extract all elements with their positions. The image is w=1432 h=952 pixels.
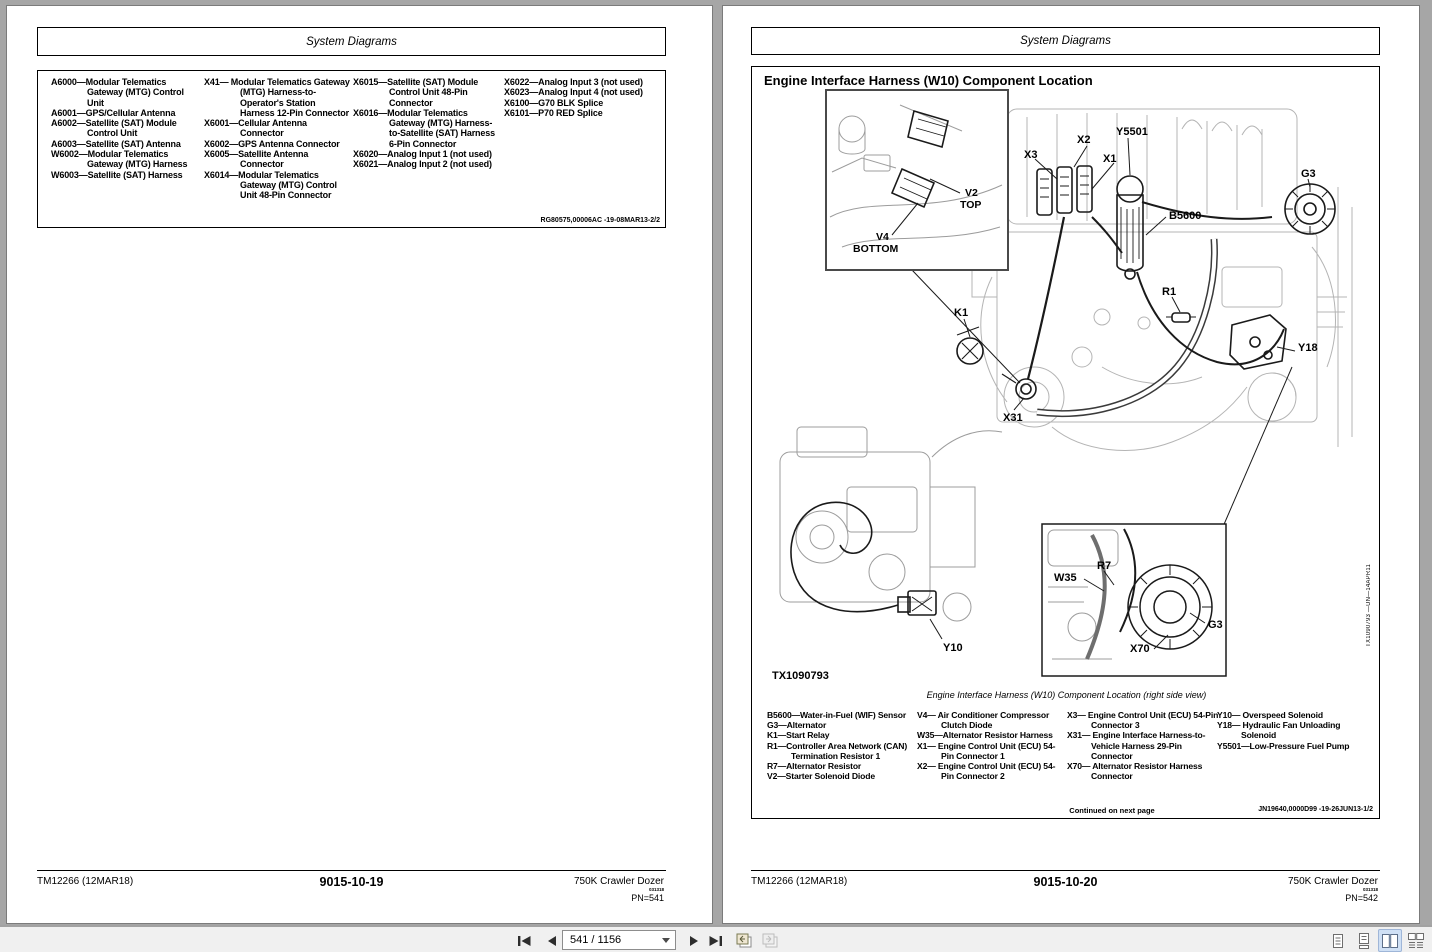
legend-entry: X6023—Analog Input 4 (not used) <box>504 87 643 98</box>
legend-entry: Y18— Hydraulic Fan Unloading Solenoid <box>1217 720 1341 741</box>
legend-entry: B5600—Water-in-Fuel (WIF) Sensor <box>767 710 907 720</box>
label-y5501: Y5501 <box>1116 126 1148 138</box>
legend-column-4 <box>504 77 662 118</box>
footer-stamp: 031318 <box>648 887 664 892</box>
legend-entry: X6100—G70 BLK Splice <box>504 97 604 108</box>
manual-page-right <box>722 5 1420 924</box>
legend-entry: X1— Engine Control Unit (ECU) 54-Pin Connector 1 <box>917 740 1056 761</box>
component-legend-box <box>37 70 666 228</box>
label-x70: X70 <box>1130 643 1150 655</box>
legend-entry: X6001—Cellular Antenna Connector <box>204 118 307 139</box>
figure-id: TX1090793 <box>772 670 829 682</box>
legend-entry: X31— Engine Interface Harness-to-Vehicle Harness 29-Pin Connector <box>1067 730 1206 761</box>
continuous-view-icon <box>1355 932 1373 950</box>
legend-column-1 <box>767 710 917 781</box>
figure-side-stamp: TX1090793 —UN—14APR11 <box>1366 564 1372 647</box>
label-v2: V2 <box>965 187 978 199</box>
label-x31: X31 <box>1003 412 1023 424</box>
legend-entry: R1—Controller Area Network (CAN) Termination Resistor 1 <box>767 740 908 761</box>
label-r7: R7 <box>1097 560 1112 572</box>
label-y18: Y18 <box>1298 342 1318 354</box>
chevron-down-icon <box>662 938 670 943</box>
two-page-view-icon <box>1381 932 1399 950</box>
book-view-button[interactable] <box>1404 929 1428 952</box>
legend-entry: A6000—Modular Telematics Gateway (MTG) Control Unit <box>51 77 184 108</box>
legend-column-2 <box>204 77 350 201</box>
label-r1: R1 <box>1162 286 1177 298</box>
footer-stamp: 031318 <box>1362 887 1378 892</box>
legend-entry: X6002—GPS Antenna Connector <box>204 138 340 149</box>
legend-entry: W6002—Modular Telematics Gateway (MTG) Harness <box>51 149 188 170</box>
legend-entry: A6003—Satellite (SAT) Antenna <box>51 138 181 149</box>
legend-entry: W6003—Satellite (SAT) Harness <box>51 169 183 180</box>
footer-model: 750K Crawler Dozer <box>1287 876 1378 887</box>
running-header-box <box>751 27 1380 55</box>
legend-entry: X6022—Analog Input 3 (not used) <box>504 77 643 87</box>
last-page-button[interactable] <box>703 930 727 951</box>
diagram-title: Engine Interface Harness (W10) Component Location <box>764 73 1093 88</box>
footer-model: 750K Crawler Dozer <box>573 876 664 887</box>
next-view-icon <box>761 933 778 948</box>
viewer-toolbar <box>0 925 1432 952</box>
previous-page-button[interactable] <box>540 930 564 951</box>
page-number-input[interactable] <box>562 930 676 950</box>
label-g3: G3 <box>1301 168 1316 180</box>
footer-page-code: 9015-10-19 <box>319 875 384 889</box>
continued-note: Continued on next page <box>1069 806 1155 815</box>
legend-entry: V2—Starter Solenoid Diode <box>767 771 875 782</box>
legend-entry: X6014—Modular Telematics Gateway (MTG) Control Unit 48-Pin Connector <box>204 169 337 201</box>
book-view-icon <box>1407 932 1425 950</box>
page-indicator: 541 / 1156 <box>570 934 622 946</box>
legend-entry: X6015—Satellite (SAT) Module Control Unit 48-Pin Connector <box>353 77 479 108</box>
footer-pn: PN=541 <box>631 893 664 903</box>
legend-entry: G3—Alternator <box>767 720 827 731</box>
label-w35: W35 <box>1054 572 1077 584</box>
footer-rule <box>751 870 1380 871</box>
legend-column-3 <box>1067 710 1219 781</box>
two-page-view-button[interactable] <box>1378 929 1402 952</box>
legend-column-4 <box>1217 710 1377 751</box>
legend-column-2 <box>917 710 1067 781</box>
label-x2: X2 <box>1077 134 1091 146</box>
legend-entry: X6021—Analog Input 2 (not used) <box>353 159 492 170</box>
legend-column-1 <box>51 77 191 180</box>
legend-entry: X6101—P70 RED Splice <box>504 107 603 118</box>
label-g3-inset: G3 <box>1208 619 1223 631</box>
first-page-icon <box>517 935 532 947</box>
figure-reference: RG80575,00006AC -19-08MAR13-2/2 <box>540 217 660 224</box>
footer-manual-number: TM12266 (12MAR18) <box>751 876 848 887</box>
legend-entry: Y10— Overspeed Solenoid <box>1217 710 1323 720</box>
figure-reference: JN19640,0000D99 -19-26JUN13-1/2 <box>1258 806 1373 813</box>
label-v4-pos: BOTTOM <box>853 243 899 255</box>
legend-column-3 <box>353 77 503 170</box>
footer-manual-number: TM12266 (12MAR18) <box>37 876 134 887</box>
next-page-icon <box>689 935 699 947</box>
running-header: System Diagrams <box>1020 35 1111 47</box>
label-y10: Y10 <box>943 642 963 654</box>
legend-entry: X6020—Analog Input 1 (not used) <box>353 149 492 160</box>
single-page-view-icon <box>1329 932 1347 950</box>
label-k1: K1 <box>954 307 969 319</box>
legend-entry: X41— Modular Telematics Gateway (MTG) Harness-to-Operator's Station Harness 12-Pin Connector <box>204 77 350 118</box>
footer-rule <box>37 870 666 871</box>
legend-entry: A6002—Satellite (SAT) Module Control Unit <box>51 118 177 139</box>
previous-page-icon <box>547 935 557 947</box>
legend-entry: V4— Air Conditioner Compressor Clutch Diode <box>917 710 1050 731</box>
last-page-icon <box>708 935 723 947</box>
legend-entry: R7—Alternator Resistor <box>767 761 862 772</box>
legend-entry: X2— Engine Control Unit (ECU) 54-Pin Connector 2 <box>917 761 1056 782</box>
engine-diagram-art <box>752 67 1381 820</box>
running-header: System Diagrams <box>306 35 397 48</box>
first-page-button[interactable] <box>512 930 536 951</box>
single-page-view-button[interactable] <box>1326 929 1350 952</box>
label-v2-pos: TOP <box>960 199 982 211</box>
label-b5600: B5600 <box>1169 210 1202 222</box>
next-view-button[interactable] <box>757 930 781 951</box>
legend-entry: A6001—GPS/Cellular Antenna <box>51 107 176 118</box>
continuous-view-button[interactable] <box>1352 929 1376 952</box>
legend-entry: X6016—Modular Telematics Gateway (MTG) Harness-to-Satellite (SAT) Harness 6-Pin Connector <box>353 107 495 149</box>
diagram-box <box>751 66 1380 819</box>
legend-entry: W35—Alternator Resistor Harness <box>917 730 1053 741</box>
label-v4: V4 <box>876 231 889 243</box>
label-x3: X3 <box>1024 149 1038 161</box>
footer-page-code: 9015-10-20 <box>1033 875 1098 889</box>
figure-caption: Engine Interface Harness (W10) Component Location (right side view) <box>926 690 1207 700</box>
label-x1: X1 <box>1103 153 1117 165</box>
legend-entry: X3— Engine Control Unit (ECU) 54-Pin Connector 3 <box>1067 710 1219 731</box>
manual-page-left <box>6 5 713 924</box>
running-header-box <box>37 27 666 56</box>
legend-entry: X6005—Satellite Antenna Connector <box>204 149 309 170</box>
legend-entry: K1—Start Relay <box>767 730 830 741</box>
previous-view-button[interactable] <box>731 930 755 951</box>
legend-entry: Y5501—Low-Pressure Fuel Pump <box>1217 740 1350 751</box>
legend-entry: X70— Alternator Resistor Harness Connector <box>1067 761 1203 782</box>
previous-view-icon <box>735 933 752 948</box>
footer-pn: PN=542 <box>1345 893 1378 903</box>
